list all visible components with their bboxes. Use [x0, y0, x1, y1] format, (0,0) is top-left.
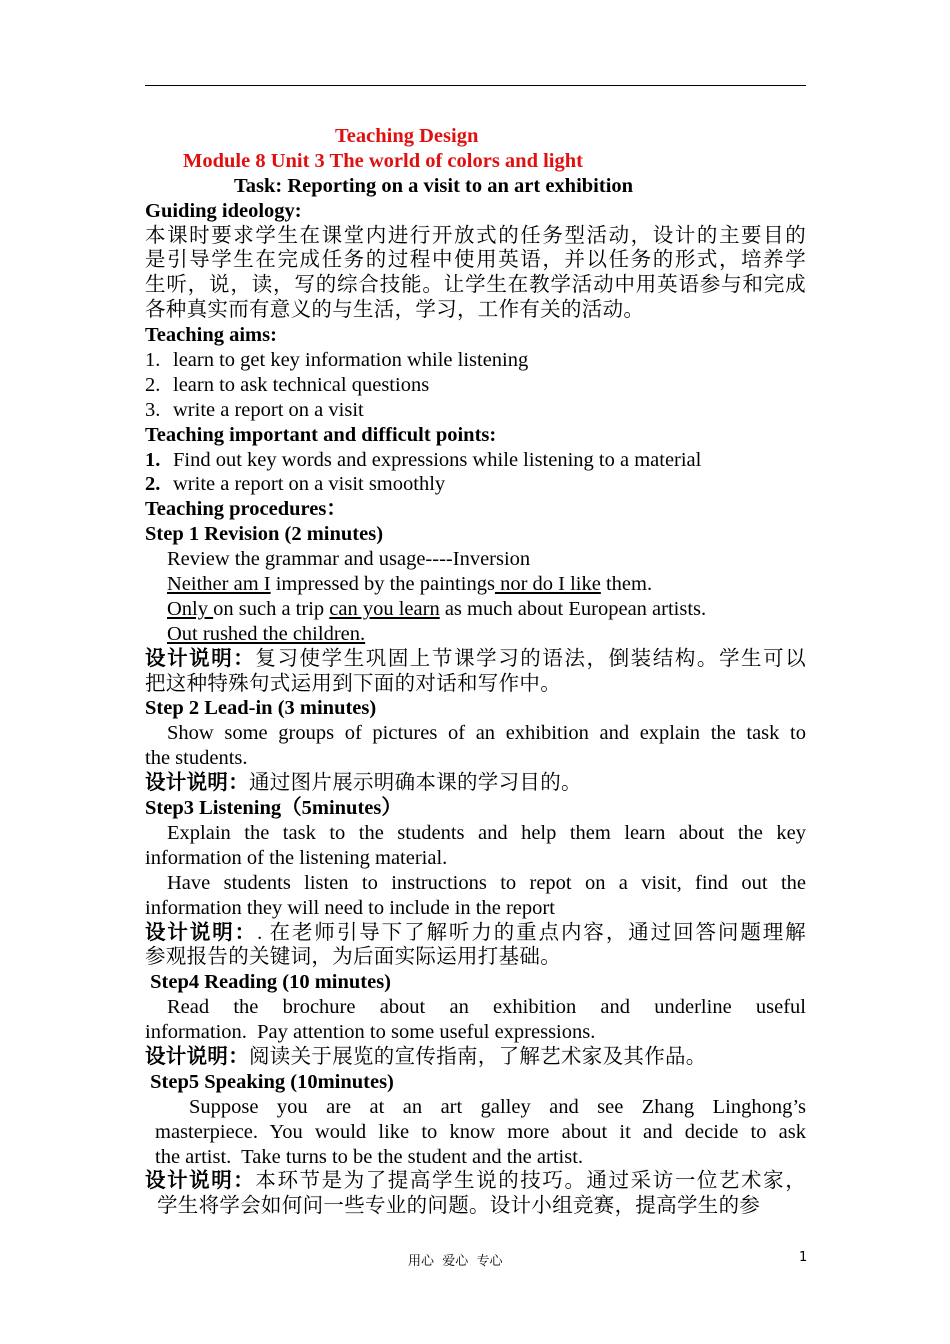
guiding-line: 各种真实而有意义的与生活，学习，工作有关的活动。: [145, 299, 645, 322]
step1-example: [145, 572, 806, 597]
step1-example: [145, 622, 806, 647]
step3-text: Have students listen to instructions to repot on a visit, find out the: [167, 871, 806, 894]
design-note: [145, 921, 806, 946]
design-note-text: 阅读关于展览的宣传指南，了解艺术家及其作品。: [249, 1045, 707, 1068]
step2-text: Show some groups of pictures of an exhibition and explain the task to: [167, 722, 806, 745]
step3-text: information of the listening material.: [145, 846, 448, 869]
step4-text: information. Pay attention to some useful expressions.: [145, 1021, 596, 1044]
example-text: on such a trip: [213, 597, 330, 620]
example-underlined: nor do I like: [494, 573, 601, 596]
aim-number: 1.: [145, 349, 161, 372]
design-note-cont: 学生将学会如何问一些专业的问题。设计小组竞赛，提高学生的参: [157, 1195, 761, 1218]
step5-text: Suppose you are at an art galley and see Zhang Linghong’s: [189, 1095, 806, 1118]
step3-heading: Step3 Listening（5minutes）: [145, 797, 402, 820]
design-note-cont: 参观报告的关键词，为后面实际运用打基础。: [145, 946, 561, 969]
task-title: Task: Reporting on a visit to an art exhibition: [234, 174, 634, 197]
design-label: 设计说明：: [145, 772, 249, 795]
point-text: Find out key words and expressions while listening to a material: [173, 448, 702, 471]
aim-number: 3.: [145, 398, 161, 421]
example-text: them.: [600, 573, 653, 596]
aim-item: [145, 398, 806, 423]
design-note: [145, 1045, 806, 1070]
step4-heading: Step4 Reading (10 minutes): [145, 971, 392, 994]
design-note-text: 复习使学生巩固上节课学习的语法，倒装结构。学生可以: [255, 647, 807, 670]
procedures-heading: Teaching procedures：: [145, 498, 347, 521]
example-underlined: Neither am I: [167, 573, 271, 596]
step5-text: the artist. Take turns to be the student and the artist.: [155, 1145, 584, 1168]
design-label: 设计说明：: [145, 647, 256, 670]
step2-text: the students.: [145, 747, 248, 770]
step5-text: masterpiece. You would like to know more about it and decide to ask: [155, 1120, 806, 1143]
example-text: as much about European artists.: [439, 597, 707, 620]
design-note-text: . 在老师引导下了解听力的重点内容，通过回答问题理解: [257, 921, 806, 944]
example-underlined: Out rushed the children.: [167, 622, 366, 645]
step1-heading: Step 1 Revision (2 minutes): [145, 523, 384, 546]
guiding-line: 生听，说，读，写的综合技能。让学生在教学活动中用英语参与和完成: [145, 274, 806, 297]
page-number: 1: [799, 1250, 808, 1265]
step5-heading: Step5 Speaking (10minutes): [145, 1070, 394, 1093]
footer-motto: 用心 爱心 专心: [408, 1254, 503, 1269]
document-body: [145, 124, 806, 1219]
aim-number: 2.: [145, 373, 161, 396]
guiding-heading: Guiding ideology:: [145, 199, 302, 222]
header-rule: [145, 85, 806, 86]
example-text: impressed by the paintings: [270, 573, 495, 596]
step1-example: [145, 597, 806, 622]
step4-text: Read the brochure about an exhibition and underline useful: [167, 996, 806, 1019]
design-note: [145, 1169, 806, 1194]
aim-item: [145, 373, 806, 398]
document-title: Teaching Design: [335, 125, 479, 147]
aims-heading: Teaching aims:: [145, 324, 277, 347]
aim-text: write a report on a visit: [173, 398, 364, 421]
design-note-text: 本环节是为了提高学生说的技巧。通过采访一位艺术家，: [255, 1170, 807, 1193]
design-note-cont: 把这种特殊句式运用到下面的对话和写作中。: [145, 672, 561, 695]
step3-text: information they will need to include in the report: [145, 896, 555, 919]
point-number: 2.: [145, 473, 161, 496]
guiding-line: 本课时要求学生在课堂内进行开放式的任务型活动，设计的主要目的: [145, 224, 806, 247]
example-underlined: can you learn: [329, 597, 440, 620]
design-label: 设计说明：: [145, 1045, 249, 1068]
aim-text: learn to ask technical questions: [173, 373, 430, 396]
step1-intro: Review the grammar and usage----Inversion: [167, 548, 531, 571]
example-underlined: Only: [167, 597, 214, 620]
step2-heading: Step 2 Lead-in (3 minutes): [145, 697, 377, 720]
design-note: [145, 771, 806, 796]
aim-text: learn to get key information while listening: [173, 349, 529, 372]
guiding-line: 是引导学生在完成任务的过程中使用英语，并以任务的形式，培养学: [145, 249, 806, 272]
point-item: [145, 448, 806, 473]
step3-text: Explain the task to the students and help them learn about the key: [167, 821, 806, 844]
aim-item: [145, 348, 806, 373]
design-label: 设计说明：: [145, 921, 258, 944]
point-text: write a report on a visit smoothly: [173, 473, 446, 496]
points-heading: Teaching important and difficult points:: [145, 423, 497, 446]
design-label: 设计说明：: [145, 1170, 256, 1193]
point-number: 1.: [145, 448, 161, 471]
module-title: Module 8 Unit 3 The world of colors and light: [183, 149, 583, 172]
point-item: [145, 472, 806, 497]
design-note: [145, 647, 806, 672]
design-note-text: 通过图片展示明确本课的学习目的。: [249, 772, 582, 795]
